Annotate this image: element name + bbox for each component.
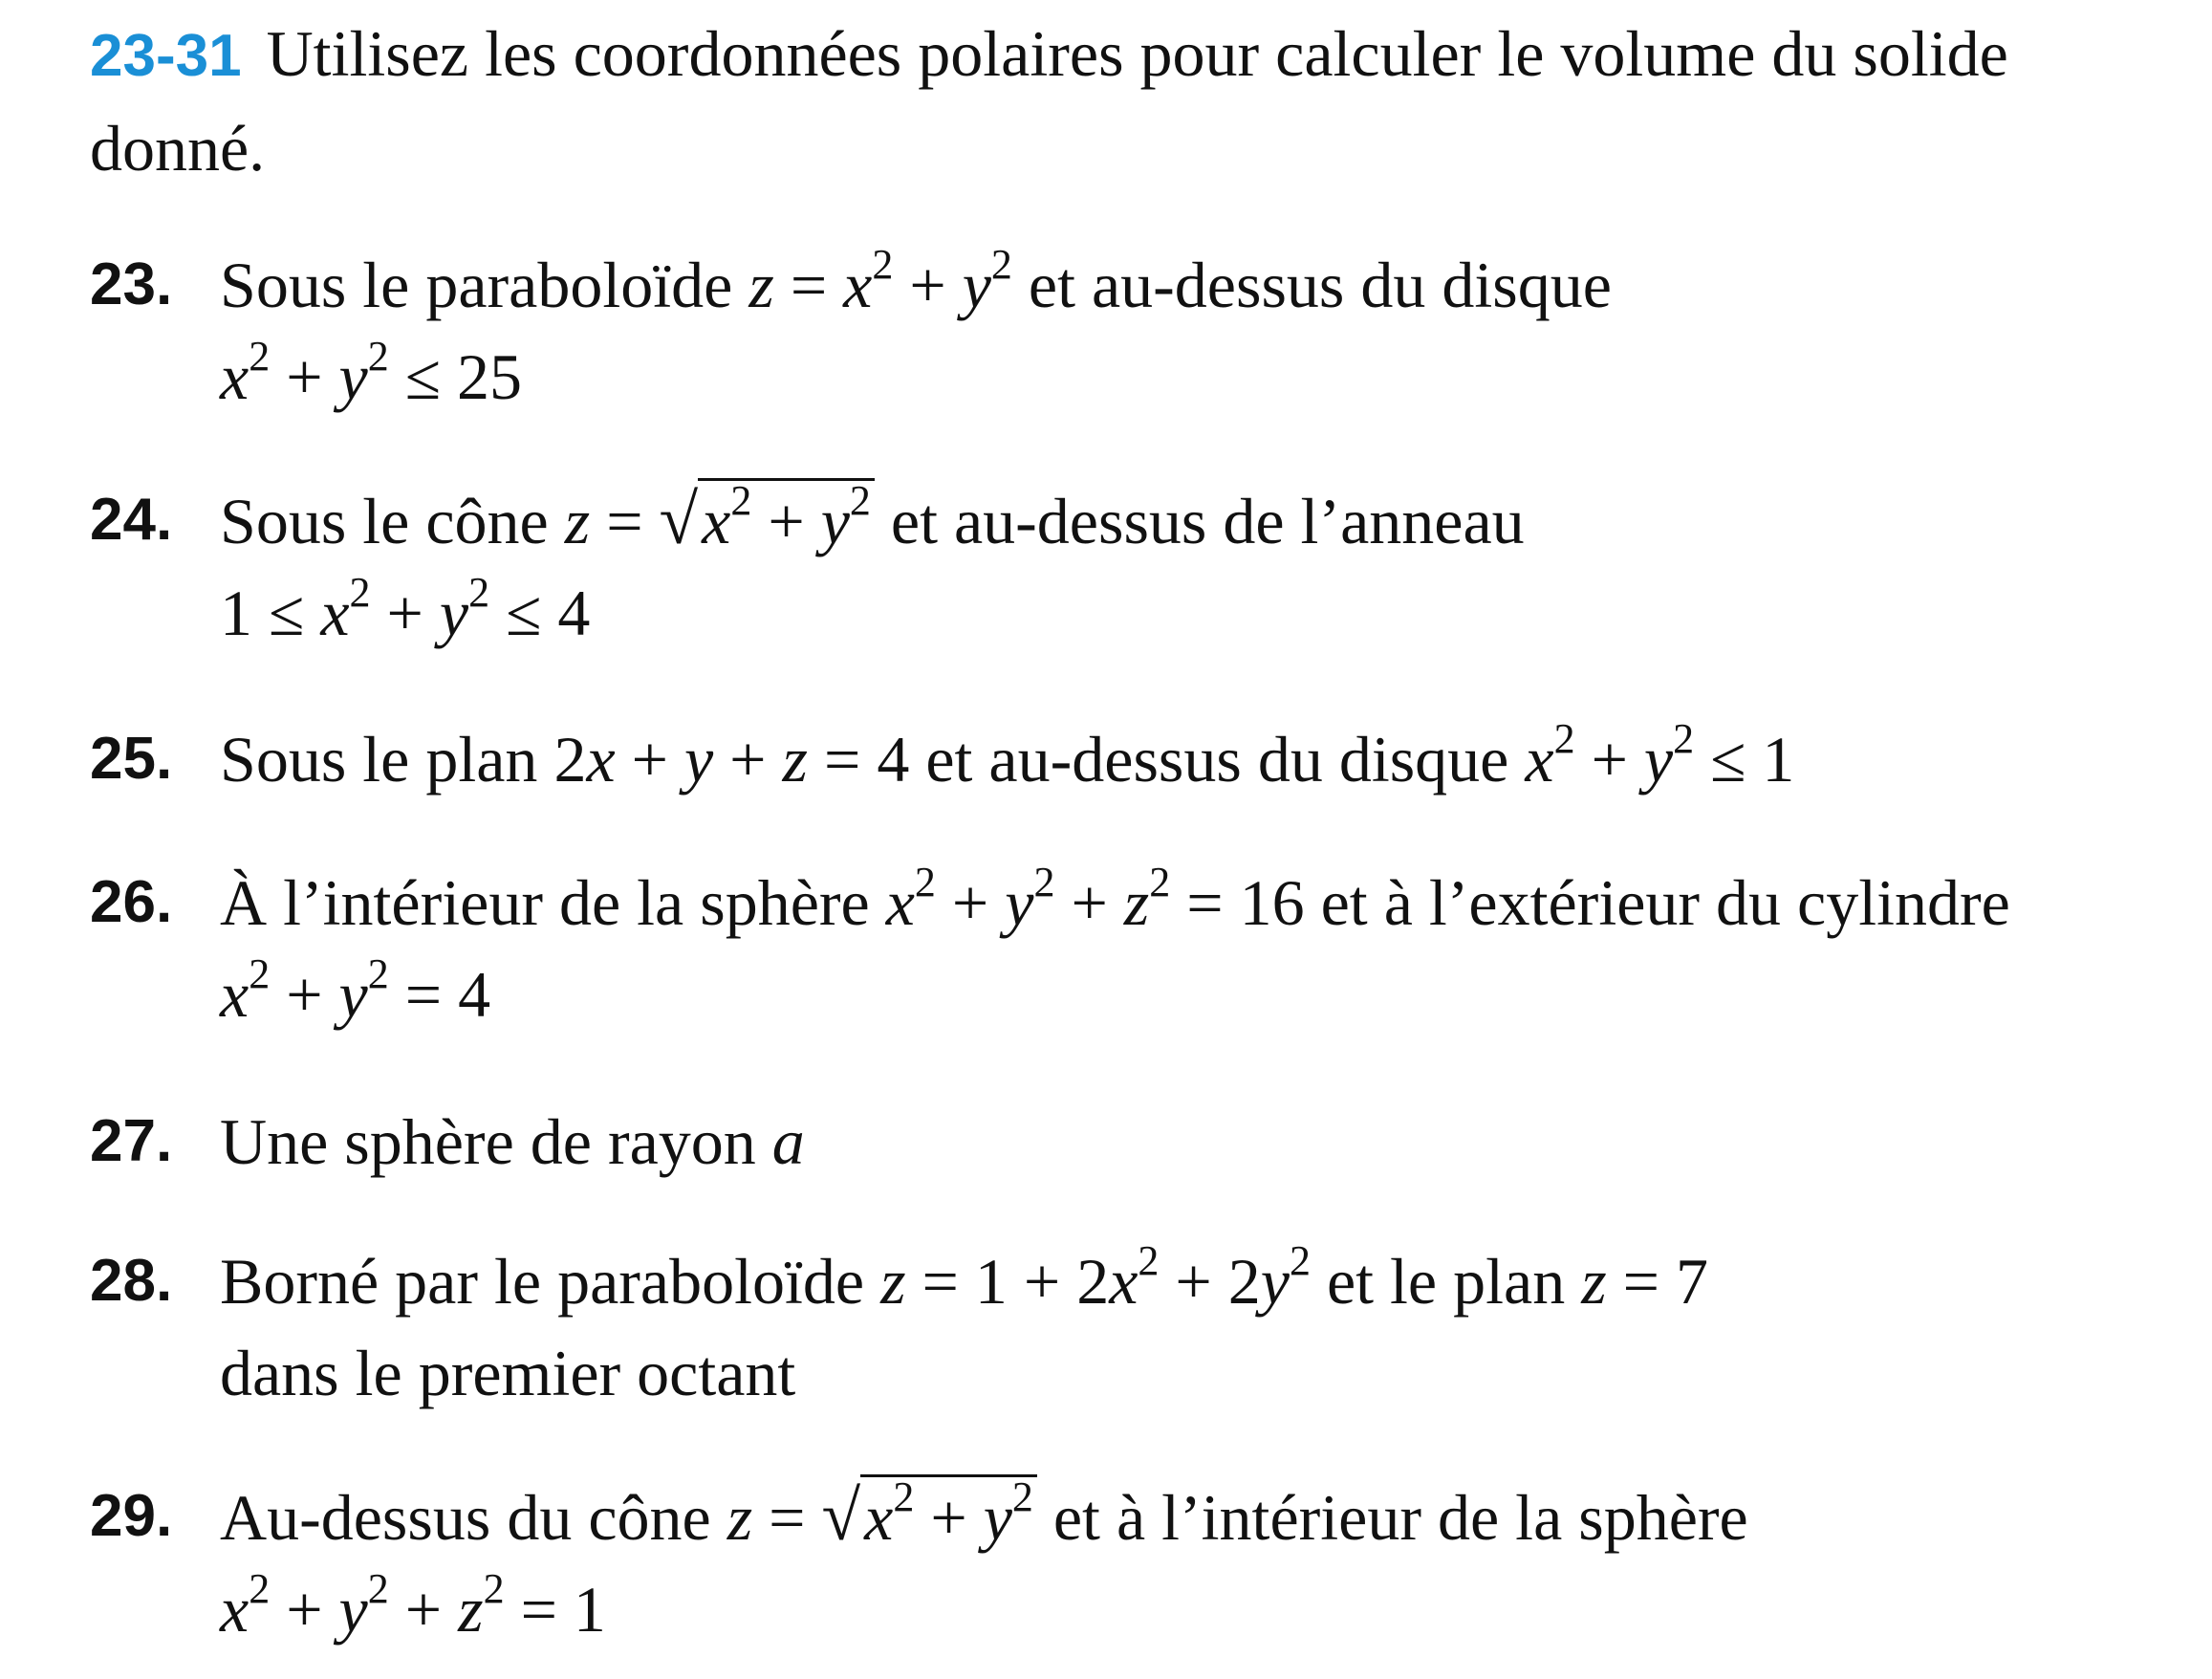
exercise-text-part: et le plan (1326, 1245, 1566, 1318)
exercise-text (220, 474, 2059, 567)
exercise-text-line2 (220, 1327, 2059, 1419)
exercise-23 (90, 239, 2059, 423)
exercise-text-part: et au-dessus de l’anneau (890, 485, 1525, 557)
exercise-text-line2 (220, 1563, 2059, 1655)
inequality-disk: $x^2 + y^2 \le 25$ (220, 333, 523, 413)
exercise-text-part: Sous le plan (220, 723, 538, 796)
exercise-text-part: et au-dessus du disque (925, 723, 1509, 796)
exercise-text (220, 1235, 2059, 1327)
exercise-text-part: Borné par le paraboloïde (220, 1245, 865, 1318)
inequality-annulus: $1 \le x^2 + y^2 \le 4$ (220, 569, 591, 649)
equation-sphere: $x^2 + y^2 + z^2 = 1$ (220, 1565, 606, 1646)
exercise-range: 23-31 (90, 23, 242, 89)
exercise-text-part: Sous le cône (220, 485, 549, 557)
exercise-text-line2 (220, 567, 2059, 659)
exercise-text-part: Une sphère de rayon (220, 1105, 756, 1178)
exercise-text-part: et à l’extérieur du cylindre (1320, 866, 2010, 939)
exercise-text-part: À l’intérieur de la sphère (220, 866, 870, 939)
equation-plane: 2x + y + z = 4 (553, 723, 910, 796)
exercise-text-part: et au-dessus du disque (1028, 249, 1612, 321)
exercise-text (220, 1096, 2059, 1188)
equation-plane: z = 7 (1581, 1245, 1709, 1318)
exercise-text-part: Sous le paraboloïde (220, 249, 733, 321)
radius-variable: a (771, 1105, 805, 1178)
exercise-number: 29. (90, 1483, 173, 1549)
exercise-text (220, 1471, 2059, 1563)
exercise-text-part: et à l’intérieur de la sphère (1052, 1481, 1748, 1554)
exercise-27 (90, 1096, 2059, 1188)
exercise-number: 28. (90, 1248, 173, 1314)
exercise-number: 25. (90, 726, 173, 792)
exercise-number: 24. (90, 487, 173, 553)
exercise-text-part: Au-dessus du cône (220, 1481, 711, 1554)
equation-sphere: $x^2 + y^2 + z^2 = 16$ (885, 859, 1305, 939)
exercise-26 (90, 857, 2059, 1040)
equation-paraboloid: $z = x^2 + y^2$ (748, 241, 1012, 321)
instruction-text: Utilisez les coordonnées polaires pour calculer le volume du solide donné. (90, 17, 2008, 185)
equation-paraboloid: $z = 1 + 2x^2 + 2y^2$ (880, 1237, 1311, 1318)
equation-cone: $z = √x^2 + y^2$ (727, 1481, 1037, 1554)
exercise-number: 27. (90, 1108, 173, 1174)
exercise-text-part: dans le premier octant (220, 1337, 796, 1409)
exercise-text-line2 (220, 331, 2059, 423)
equation-cylinder: $x^2 + y^2 = 4$ (220, 950, 491, 1031)
equation-cone: $z = √x^2 + y^2$ (565, 485, 875, 557)
exercise-set-header (90, 8, 2059, 194)
exercise-25 (90, 713, 2059, 805)
exercise-text (220, 857, 2059, 1040)
exercise-29 (90, 1471, 2059, 1655)
inequality-disk: $x^2 + y^2 \le 1$ (1525, 715, 1795, 796)
exercise-text (220, 239, 2059, 331)
exercise-number: 26. (90, 869, 173, 935)
exercise-number: 23. (90, 251, 173, 317)
exercise-24 (90, 474, 2059, 659)
exercise-28 (90, 1235, 2059, 1419)
exercise-text (220, 713, 2059, 805)
